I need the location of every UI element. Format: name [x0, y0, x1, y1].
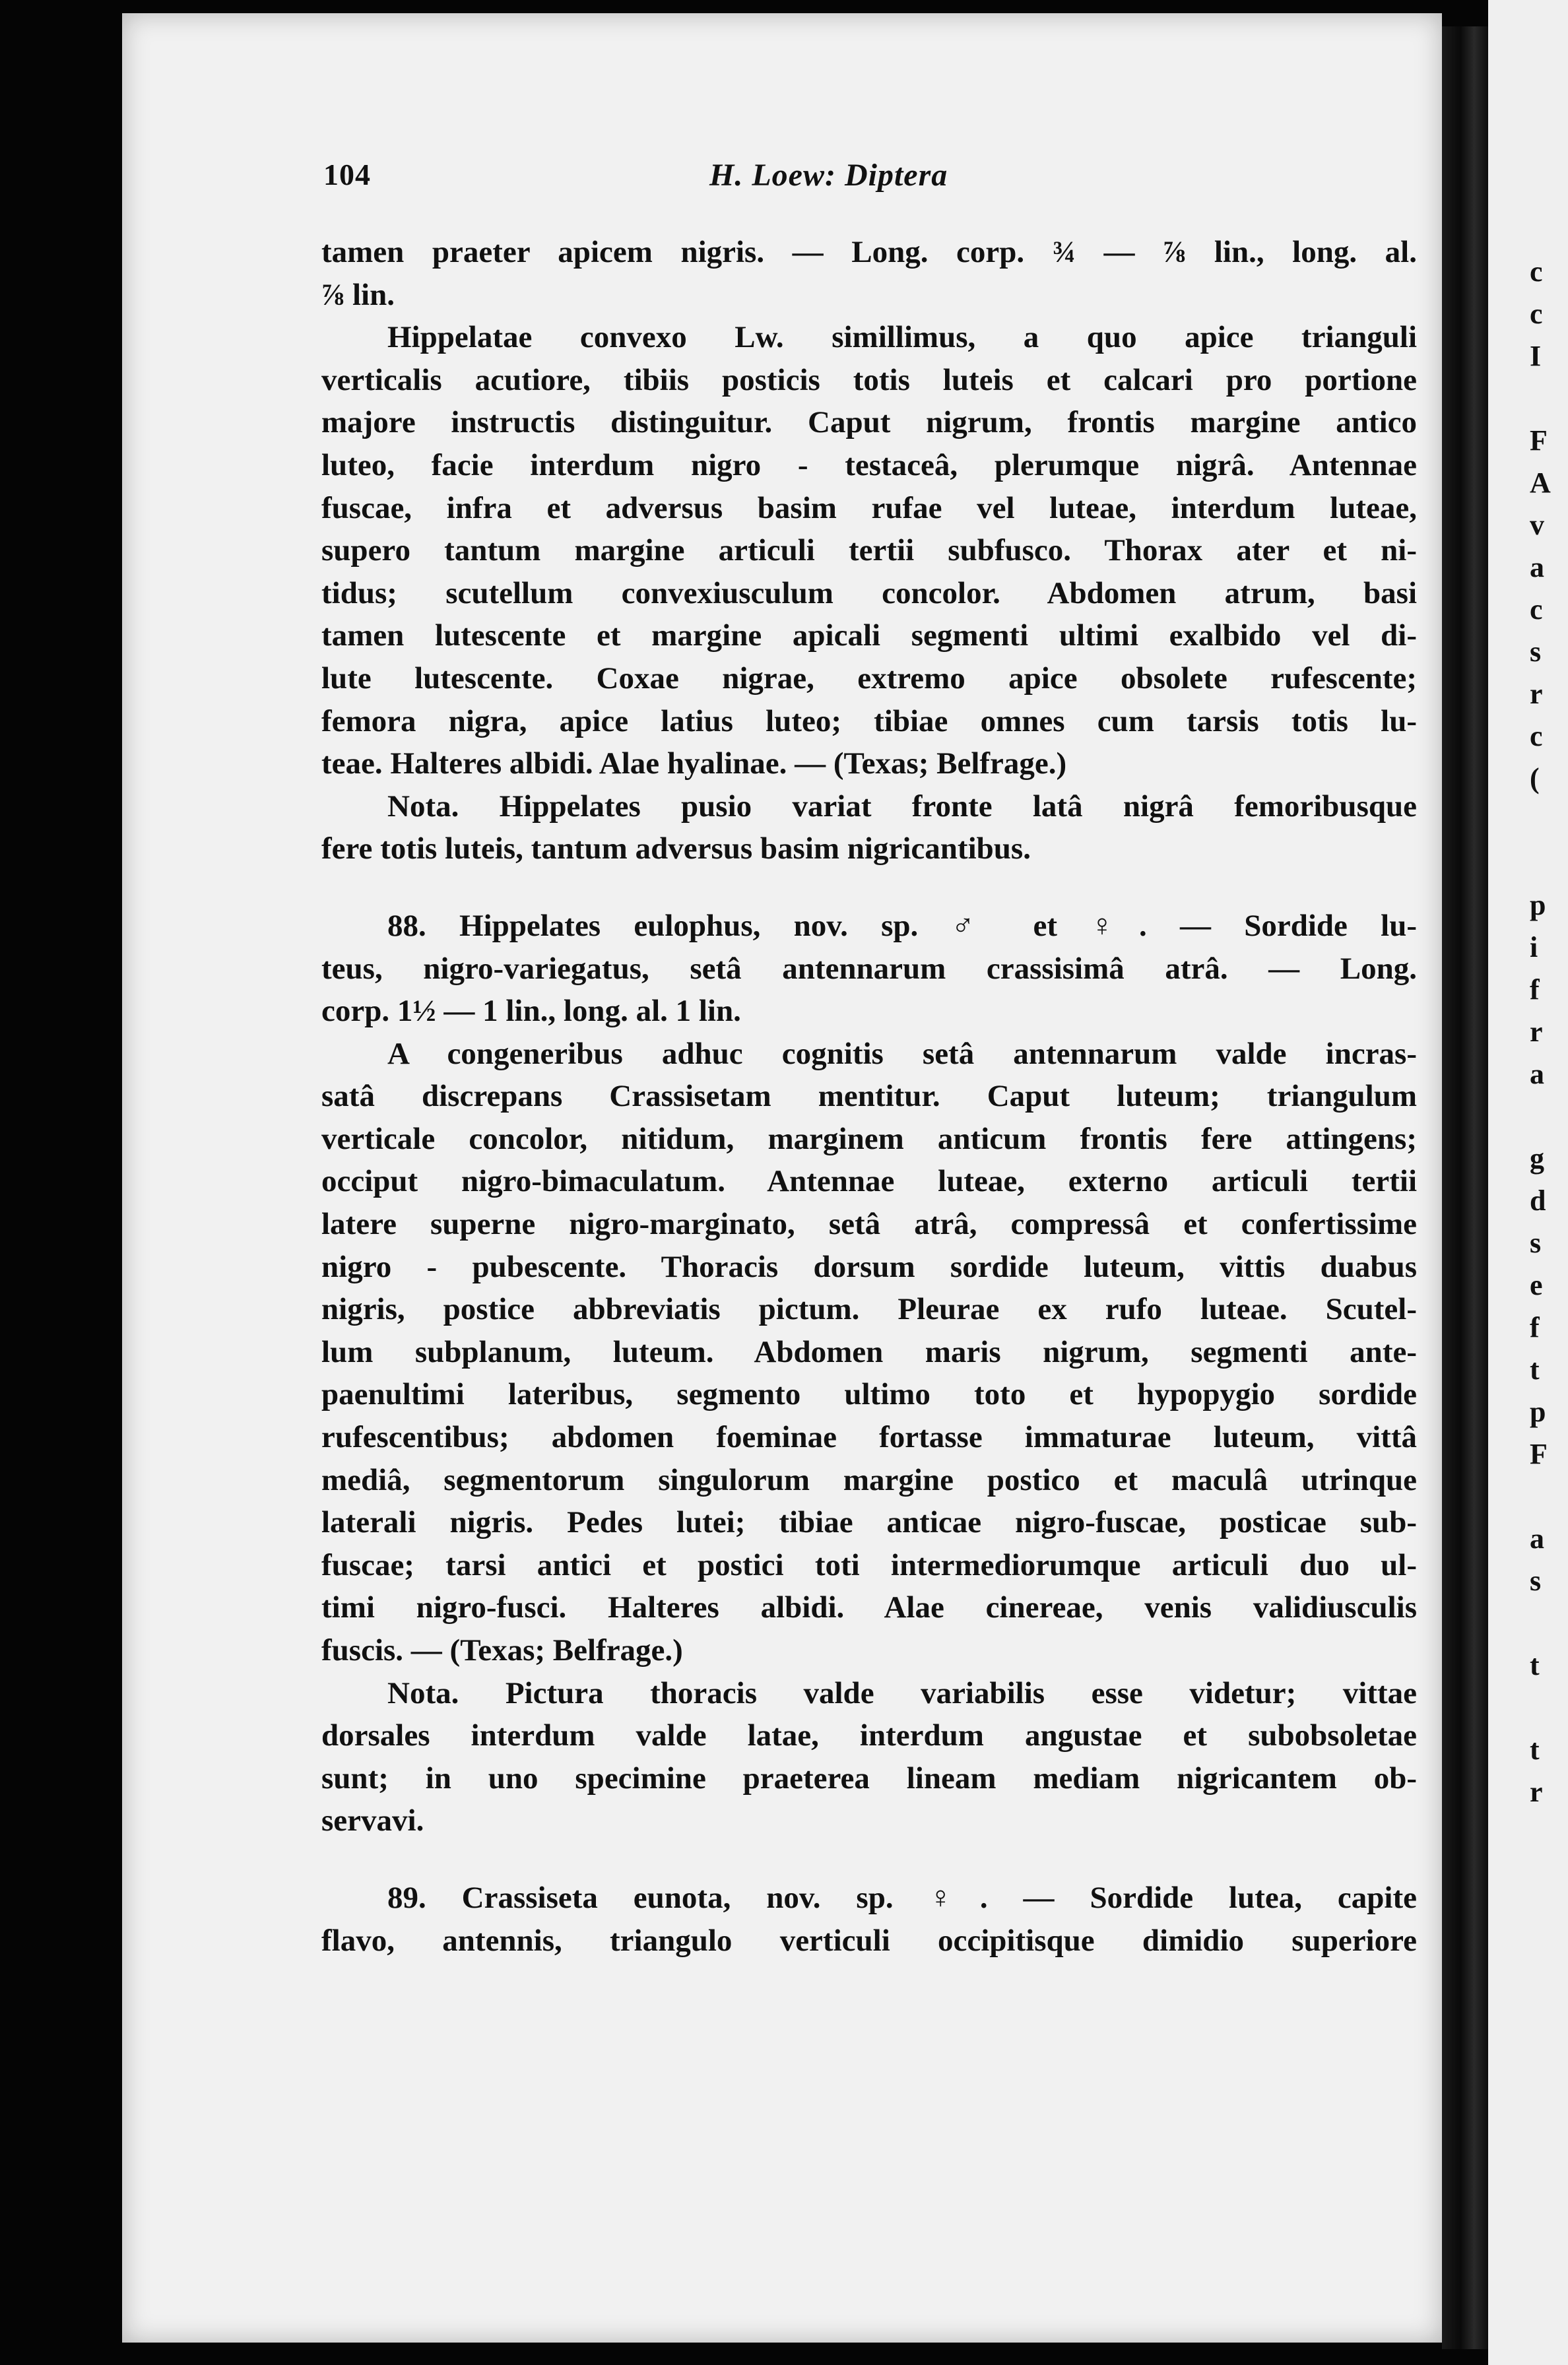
- text-line: femora nigra, apice latius luteo; tibiae omnes cum tarsis totis lu-: [321, 703, 1417, 738]
- facing-letter: F: [1530, 424, 1548, 457]
- running-head: H. Loew: Diptera: [709, 158, 948, 193]
- facing-letter: c: [1530, 593, 1543, 626]
- facing-letter: a: [1530, 551, 1544, 583]
- body-text: [321, 231, 1417, 1962]
- facing-letter: e: [1530, 1269, 1543, 1301]
- text-line: fuscae, infra et adversus basim rufae vel luteae, interdum luteae,: [321, 490, 1417, 525]
- facing-letter: t: [1530, 1733, 1540, 1766]
- paragraph-gap: [321, 870, 1417, 905]
- facing-letter: s: [1530, 1565, 1542, 1597]
- facing-letter: p: [1530, 1396, 1546, 1428]
- text-line: fuscis. — (Texas; Belfrage.): [321, 1633, 683, 1668]
- facing-letter: F: [1530, 1438, 1548, 1470]
- text-line: ⅞ lin.: [321, 277, 395, 312]
- text-line: servavi.: [321, 1803, 424, 1838]
- facing-letter: I: [1530, 340, 1542, 372]
- text-line: dorsales interdum valde latae, interdum angustae et subobsoletae: [321, 1718, 1417, 1753]
- text-line: nigris, postice abbreviatis pictum. Pleurae ex rufo luteae. Scutel-: [321, 1292, 1417, 1327]
- text-line: tamen praeter apicem nigris. — Long. corp. ¾ — ⅞ lin., long. al.: [321, 235, 1417, 269]
- text-line: teus, nigro-variegatus, setâ antennarum crassisimâ atrâ. — Long.: [321, 951, 1417, 986]
- facing-letter: [1530, 842, 1568, 884]
- facing-letter: d: [1530, 1184, 1546, 1217]
- text-line: Nota. Pictura thoracis valde variabilis esse videtur; vittae: [387, 1675, 1417, 1710]
- facing-letter: v: [1530, 509, 1544, 541]
- book-gutter: [1442, 26, 1488, 2349]
- text-line: verticale concolor, nitidum, marginem anticum frontis fere attingens;: [321, 1121, 1417, 1156]
- text-line: laterali nigris. Pedes lutei; tibiae anticae nigro-fuscae, posticae sub-: [321, 1505, 1417, 1540]
- facing-letter: r: [1530, 1776, 1543, 1808]
- facing-letter: p: [1530, 889, 1546, 921]
- facing-letter: i: [1530, 931, 1538, 963]
- text-line: mediâ, segmentorum singulorum margine postico et maculâ utrinque: [321, 1462, 1417, 1497]
- facing-letter: a: [1530, 1058, 1544, 1090]
- text-line: lute lutescente. Coxae nigrae, extremo apice obsolete rufescente;: [321, 661, 1417, 696]
- text-line: timi nigro-fusci. Halteres albidi. Alae cinereae, venis validiusculis: [321, 1590, 1417, 1625]
- facing-page-letters: [1530, 251, 1568, 1813]
- text-line: lum subplanum, luteum. Abdomen maris nigrum, segmenti ante-: [321, 1334, 1417, 1369]
- text-line: A congeneribus adhuc cognitis setâ antennarum valde incras-: [387, 1036, 1417, 1071]
- page-header: [323, 157, 1406, 203]
- text-line: luteo, facie interdum nigro - testaceâ, plerumque nigrâ. Antennae: [321, 447, 1417, 482]
- text-line: tamen lutescente et margine apicali segmenti ultimi exalbido vel di-: [321, 618, 1417, 653]
- facing-letter: s: [1530, 1227, 1542, 1259]
- facing-letter: (: [1530, 762, 1540, 794]
- facing-letter: [1530, 1602, 1568, 1644]
- facing-letter: c: [1530, 255, 1543, 288]
- text-line: verticalis acutiore, tibiis posticis totis luteis et calcari pro portione: [321, 362, 1417, 397]
- text-line: paenultimi lateribus, segmento ultimo toto et hypopygio sordide: [321, 1377, 1417, 1412]
- facing-letter: A: [1530, 467, 1551, 499]
- text-line: rufescentibus; abdomen foeminae fortasse immaturae luteum, vittâ: [321, 1420, 1417, 1455]
- text-line: teae. Halteres albidi. Alae hyalinae. — (Texas; Belfrage.): [321, 746, 1067, 781]
- text-line: nigro - pubescente. Thoracis dorsum sordide luteum, vittis duabus: [321, 1249, 1417, 1284]
- facing-letter: [1530, 1687, 1568, 1729]
- text-line: occiput nigro-bimaculatum. Antennae luteae, externo articuli tertii: [321, 1164, 1417, 1199]
- facing-letter: [1530, 377, 1568, 420]
- text-line: sunt; in uno specimine praeterea lineam mediam nigricantem ob-: [321, 1761, 1417, 1796]
- facing-letter: c: [1530, 720, 1543, 752]
- text-line: corp. 1½ — 1 lin., long. al. 1 lin.: [321, 994, 741, 1029]
- text-line: latere superne nigro-marginato, setâ atrâ, compressâ et confertissime: [321, 1207, 1417, 1242]
- facing-letter: [1530, 1095, 1568, 1138]
- facing-letter: s: [1530, 635, 1542, 668]
- text-line: fuscae; tarsi antici et postici toti intermediorumque articuli duo ul-: [321, 1547, 1417, 1582]
- facing-letter: f: [1530, 973, 1540, 1006]
- facing-letter: t: [1530, 1353, 1540, 1386]
- text-line: satâ discrepans Crassisetam mentitur. Caput luteum; triangulum: [321, 1079, 1417, 1114]
- text-line: supero tantum margine articuli tertii subfusco. Thorax ater et ni-: [321, 533, 1417, 568]
- page-number: 104: [323, 158, 371, 191]
- facing-letter: r: [1530, 678, 1543, 710]
- facing-letter: [1530, 800, 1568, 842]
- facing-letter: a: [1530, 1522, 1544, 1555]
- facing-letter: [1530, 1475, 1568, 1518]
- facing-letter: c: [1530, 298, 1543, 330]
- text-line: Nota. Hippelates pusio variat fronte latâ nigrâ femoribusque: [387, 789, 1417, 824]
- text-line: flavo, antennis, triangulo verticuli occipitisque dimidio superiore: [321, 1923, 1417, 1958]
- text-line: fere totis luteis, tantum adversus basim nigricantibus.: [321, 831, 1031, 866]
- text-line: Hippelatae convexo Lw. simillimus, a quo apice trianguli: [387, 320, 1417, 355]
- facing-letter: g: [1530, 1142, 1544, 1175]
- text-line: 88. Hippelates eulophus, nov. sp. ♂ et ♀. — Sordide lu-: [387, 908, 1417, 943]
- text-line: 89. Crassiseta eunota, nov. sp. ♀. — Sordide lutea, capite: [387, 1880, 1417, 1915]
- facing-letter: t: [1530, 1649, 1540, 1681]
- text-line: majore instructis distinguitur. Caput nigrum, frontis margine antico: [321, 405, 1417, 440]
- facing-letter: f: [1530, 1311, 1540, 1344]
- facing-letter: r: [1530, 1016, 1543, 1048]
- text-line: tidus; scutellum convexiusculum concolor. Abdomen atrum, basi: [321, 575, 1417, 610]
- paragraph-gap: [321, 1842, 1417, 1877]
